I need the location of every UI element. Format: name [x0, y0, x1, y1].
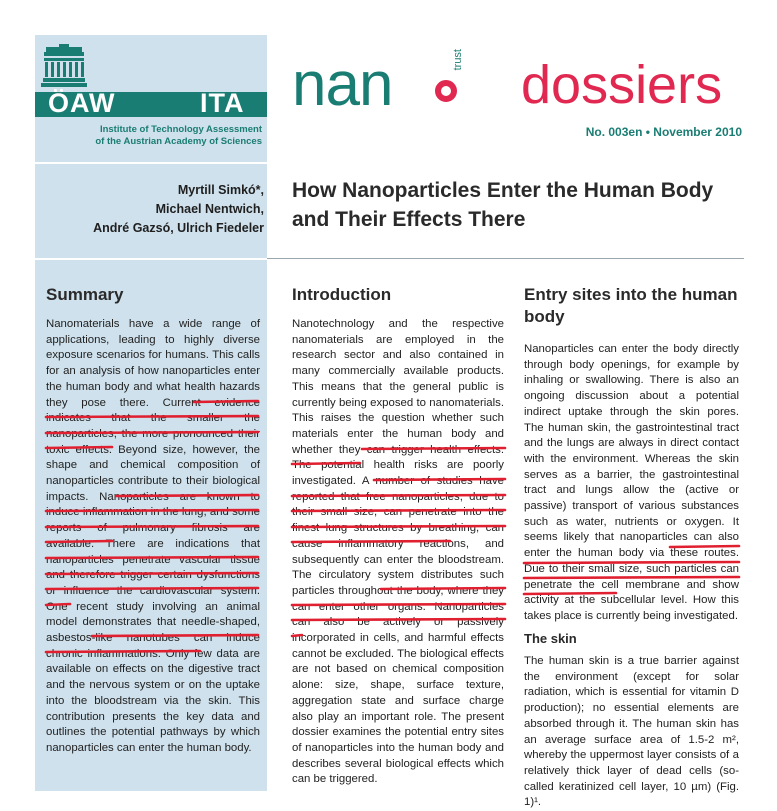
summary-heading: Summary [46, 285, 124, 304]
highlight-mark [524, 562, 739, 563]
institute-line-2: of the Austrian Academy of Sciences [95, 136, 262, 147]
introduction-heading: Introduction [292, 285, 392, 304]
highlight-mark [292, 604, 505, 605]
entry-sites-heading: Entry sites into the human body [524, 285, 738, 326]
highlight-mark [46, 651, 200, 652]
highlight-mark [46, 432, 258, 433]
author-line: Myrtill Simkó*, [177, 183, 264, 197]
highlight-mark [46, 541, 112, 542]
highlight-mark [46, 588, 258, 589]
highlight-mark [46, 526, 258, 527]
page-title: How Nanoparticles Enter the Human Body and Their Effects There [292, 179, 714, 231]
institute-line-1: Institute of Technology Assessment [99, 124, 262, 135]
highlight-mark [46, 557, 258, 558]
highlight-mark [92, 635, 258, 636]
summary-body: Nanomaterials have a wide range of applications, leading to highly diverse exposure scenarios for humans. This calls for an analysis of how nanoparticles enter the human body and what health hazards they pose there. Current evidence indicates that the smaller the nanoparticles, the more pronounced their toxic effects. Beyond size, however, the shape and chemical composition of nanoparticles contribute to their biological impacts. Nanoparticles are known to induce inflammation in the lung, and some reports of pulmonary fibrosis are available. There are indications that nanoparticles penetrate vascular tissue and therefore trigger certain dysfunctions or influence the cardiovascular system. One recent study involving an animal model demonstrates that needle-shaped, asbestos-like nanotubes can induce chronic inflammations. Only few data are available on effects on the digestive tract and the nervous system or on the uptake into the bloodstream via the skin. This contribution presents the key data and outlines the potential pathways by which nanoparticles can enter the human body. [46, 318, 260, 754]
highlight-mark [292, 526, 505, 527]
issue-number: No. 003en • November 2010 [585, 125, 742, 139]
skin-body: The human skin is a true barrier against the environment (except for solar radiation, which is essential for vitamin D production); no essential elements are absorbed through it. The human skin has an average surface area of 1.5-2 m², whereby the uppermost layer consists of a relatively thick layer of dead cells (so-called keratinized cell layer, 10 µm) (Fig. 1)¹. [524, 655, 739, 809]
highlight-mark [524, 577, 739, 578]
highlight-mark [670, 546, 739, 547]
highlight-mark [362, 448, 505, 449]
highlight-mark [46, 573, 258, 574]
highlight-mark [292, 495, 505, 496]
author-line: André Gazsó, Ulrich Fiedeler [93, 221, 264, 235]
highlight-mark [374, 479, 505, 480]
highlight-mark [46, 447, 112, 448]
oaw-logo-text: ÖAW [48, 88, 116, 118]
highlight-mark [292, 541, 450, 542]
skin-heading: The skin [524, 631, 577, 646]
author-line: Michael Nentwich, [155, 202, 264, 216]
highlight-mark [292, 510, 505, 511]
ita-logo-text: ITA [200, 88, 245, 118]
highlight-mark [292, 463, 360, 464]
introduction-body: Nanotechnology and the respective nanomaterials are employed in the research sector and also contained in many commercially available products. This means that the general public is currently being exposed to nanomaterials. This raises the question whether such materials enter the human body and whether they can trigger health effects. The potential health risks are poorly investigated. A number of studies have reported that free nanoparticles, due to their small size, can penetrate into the finest lung structures by breathing, can cause inflammatory reactions, and subsequently can enter the bloodstream. The circulatory system distributes such particles throughout the body, where they can enter other organs. Nanoparticles can also be actively or passively incorporated in cells, and harmful effects cannot be excluded. The biological effects are not based on chemical composition alone: size, shape, surface texture, aggregation state and surface charge also play an important role. The present dossier examines the potential entry sites of nanoparticles into the human body and describes several biological effects which can be triggered. [292, 318, 504, 786]
highlight-mark [292, 619, 505, 620]
highlight-mark [116, 495, 258, 496]
brand-dossiers: dossiers [521, 55, 723, 115]
highlight-mark [46, 510, 258, 511]
highlight-mark [381, 588, 505, 589]
highlight-mark [292, 635, 302, 636]
brand-trust: trust [452, 49, 464, 71]
entry-sites-body: Nanoparticles can enter the body directly through body openings, for example by inhaling or swallowing. There is also an ongoing discussion about a potential indirect uptake through the skin pores. The human skin, the gastrointestinal tract and the lungs are always in direct contact with the environment. Whereas the skin serves as a barrier, the gastrointestinal tract and lungs allow the (active or passive) transport of various substances such as water, nutrients or oxygen. It seems likely that nanoparticles can also enter the human body via these routes. Due to their small size, such particles can penetrate the cell membrane and show activity at the subcellular level. How this takes place is currently being investigated. [524, 343, 739, 622]
highlight-mark [46, 416, 258, 417]
brand-nano: nan [292, 50, 393, 119]
highlight-mark [194, 401, 258, 402]
highlight-mark [46, 604, 70, 605]
highlight-mark [524, 593, 616, 594]
